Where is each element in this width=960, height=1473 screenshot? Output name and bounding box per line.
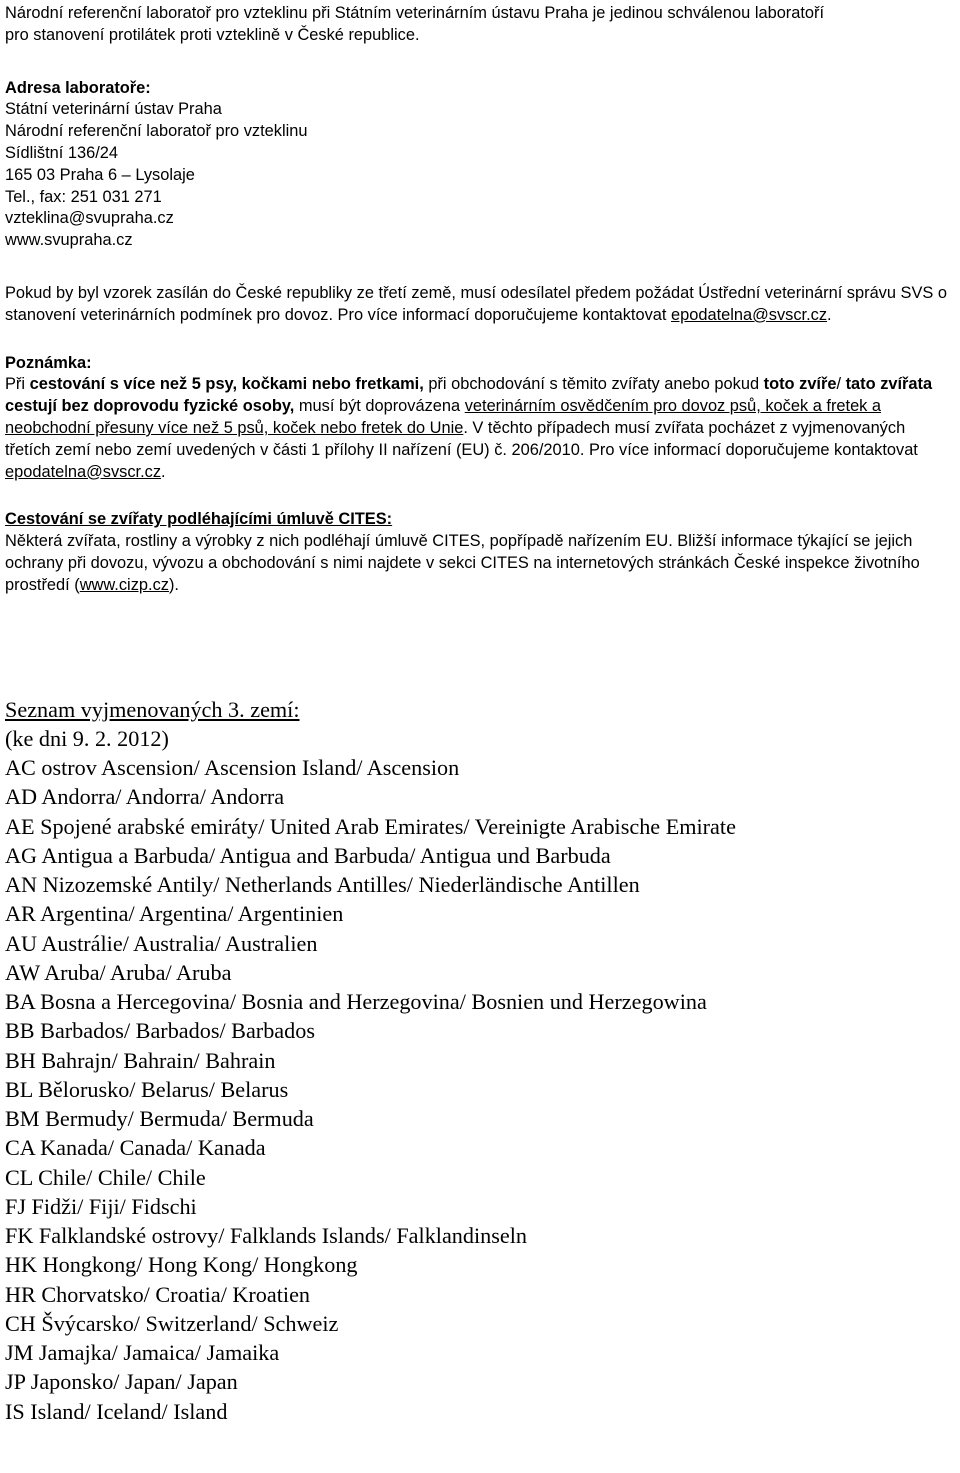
document-page — [5, 0, 950, 1426]
note-heading: Poznámka: — [5, 353, 92, 372]
cites-section — [5, 509, 950, 596]
country-list-item: BB Barbados/ Barbados/ Barbados — [5, 1018, 315, 1044]
certificate-link[interactable]: veterinárním osvědčením pro dovoz psů, koček a fretek a neobchodní přesuny více než 5 psů, koček nebo fretek do Unie — [5, 397, 882, 437]
intro-line: Národní referenční laboratoř pro vzteklinu při Státním veterinárním ústavu Praha je jedinou schválenou laboratoří — [5, 4, 825, 22]
country-list-item: AD Andorra/ Andorra/ Andorra — [5, 784, 285, 810]
cizp-link[interactable]: www.cizp.cz — [79, 575, 169, 594]
import-notice-email-link[interactable]: epodatelna@svscr.cz — [671, 305, 828, 324]
country-list-section — [5, 695, 950, 1426]
import-notice-end: . — [827, 305, 832, 324]
address-line: Sídlištní 136/24 — [5, 143, 118, 162]
note-bold: tato zvířata cestují bez doprovodu fyzické osoby, — [5, 375, 933, 416]
note-text: musí být doprovázena — [294, 397, 465, 416]
cites-heading: Cestování se zvířaty podléhajícími úmluvě CITES: — [5, 510, 393, 529]
note-text: . V těchto případech musí zvířata pocházet z vyjmenovaných třetích zemí nebo zemí uvedených v části 1 přílohy II nařízení (EU) č. 206/2010. Pro více informací doporučujeme kontaktovat — [5, 418, 918, 459]
country-list-item: AU Austrálie/ Australia/ Australien — [5, 930, 318, 956]
country-list-item: AE Spojené arabské emiráty/ United Arab Emirates/ Vereinigte Arabische Emirate — [5, 813, 736, 839]
country-list-item: FK Falklandské ostrovy/ Falklands Islands/ Falklandinseln — [5, 1223, 527, 1249]
note-text: při obchodování s těmito zvířaty anebo pokud — [423, 375, 764, 394]
note-bold: toto zvíře — [763, 375, 837, 394]
country-list-item: BL Bělorusko/ Belarus/ Belarus — [5, 1076, 289, 1102]
country-list-item: JM Jamajka/ Jamaica/ Jamaika — [5, 1340, 280, 1366]
country-list-item: CH Švýcarsko/ Switzerland/ Schweiz — [5, 1310, 339, 1336]
note-end: . — [161, 462, 166, 481]
cites-end: ). — [168, 575, 179, 594]
import-notice-text: Pokud by byl vzorek zasílán do České republiky ze třetí země, musí odesílatel předem požádat Ústřední veterinární správu SVS o stanovení veterinárních podmínek pro dovoz. Pro více informací doporučujeme kontaktovat — [5, 283, 948, 324]
country-list-item: JP Japonsko/ Japan/ Japan — [5, 1369, 238, 1395]
address-heading: Adresa laboratoře: — [5, 78, 151, 97]
country-list-item: CA Kanada/ Canada/ Kanada — [5, 1135, 266, 1161]
country-list-item: HK Hongkong/ Hong Kong/ Hongkong — [5, 1252, 358, 1278]
country-list-item: IS Island/ Iceland/ Island — [5, 1398, 228, 1424]
country-list-date: (ke dni 9. 2. 2012) — [5, 725, 169, 751]
import-notice-paragraph — [5, 283, 950, 327]
note-email-link[interactable]: epodatelna@svscr.cz — [5, 462, 162, 481]
country-list-item: AW Aruba/ Aruba/ Aruba — [5, 959, 232, 985]
country-list-item: AG Antigua a Barbuda/ Antigua and Barbuda/ Antigua und Barbuda — [5, 842, 611, 868]
country-list-item: AC ostrov Ascension/ Ascension Island/ Ascension — [5, 755, 460, 781]
note-section — [5, 353, 950, 484]
address-email[interactable]: vzteklina@svupraha.cz — [5, 209, 174, 228]
note-bold: cestování s více než 5 psy, kočkami nebo fretkami, — [29, 375, 424, 394]
address-line: 165 03 Praha 6 – Lysolaje — [5, 165, 195, 184]
country-list-item: AR Argentina/ Argentina/ Argentinien — [5, 901, 344, 927]
country-list-item: BA Bosna a Hercegovina/ Bosnia and Herzegovina/ Bosnien und Herzegowina — [5, 989, 707, 1015]
address-line: Národní referenční laboratoř pro vzteklinu — [5, 122, 308, 141]
note-text: / — [836, 375, 846, 394]
note-paragraph — [5, 374, 950, 483]
note-text: Při — [5, 375, 30, 394]
country-list-item: AN Nizozemské Antily/ Netherlands Antilles/ Niederländische Antillen — [5, 872, 640, 898]
cites-paragraph — [5, 531, 950, 596]
country-list-item: BM Bermudy/ Bermuda/ Bermuda — [5, 1106, 314, 1132]
lab-address — [5, 78, 950, 252]
address-phone: Tel., fax: 251 031 271 — [5, 187, 162, 206]
country-list-item: CL Chile/ Chile/ Chile — [5, 1164, 206, 1190]
country-list-item: FJ Fidži/ Fiji/ Fidschi — [5, 1193, 197, 1219]
cites-text: Některá zvířata, rostliny a výrobky z nich podléhají úmluvě CITES, popřípadě nařízením EU. Bližší informace týkající se jejich ochrany při dovozu, vývozu a obchodování s nimi najdete v sekci CITES na internetových stránkách České inspekce životního prostředí ( — [5, 532, 920, 594]
intro-paragraph — [5, 3, 950, 47]
country-list-title: Seznam vyjmenovaných 3. zemí: — [5, 696, 300, 722]
country-list — [5, 753, 950, 1426]
address-line: Státní veterinární ústav Praha — [5, 100, 222, 119]
address-website[interactable]: www.svupraha.cz — [5, 231, 133, 250]
country-list-item: HR Chorvatsko/ Croatia/ Kroatien — [5, 1281, 311, 1307]
country-list-item: BH Bahrajn/ Bahrain/ Bahrain — [5, 1047, 276, 1073]
intro-line: pro stanovení protilátek proti vzteklině v České republice. — [5, 25, 420, 44]
